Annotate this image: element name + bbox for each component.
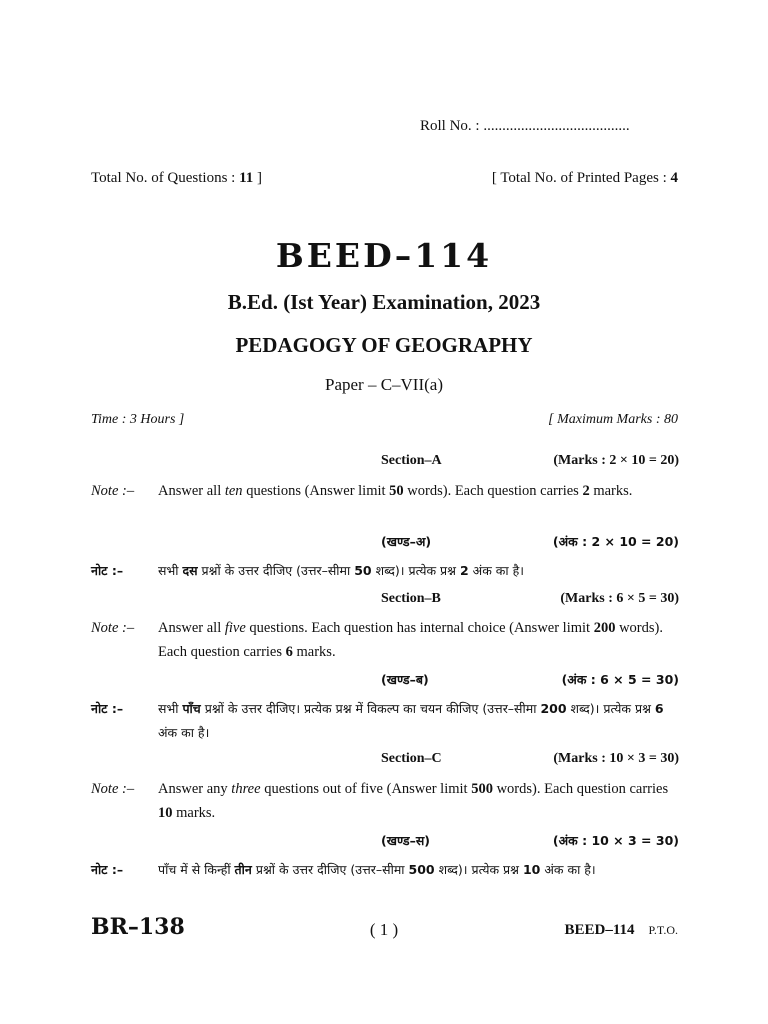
note-text: Answer all five questions. Each question has internal choice (Answer limit 200 words). Each question carries 6 marks.	[158, 620, 663, 660]
hindi-note-label: नोट :–	[91, 563, 124, 578]
hindi-note-text: सभी दस प्रश्नों के उत्तर दीजिए (उत्तर–सीमा 50 शब्द)। प्रत्येक प्रश्न 2 अंक का है।	[158, 563, 524, 578]
time-allowed	[91, 412, 184, 428]
section-a-hindi-note	[91, 559, 679, 583]
hindi-section-name: (खण्ड–स)	[381, 833, 430, 848]
total-questions-suffix: ]	[253, 170, 263, 186]
section-name: Section–A	[381, 453, 442, 468]
time-label: Time : 3 Hours ]	[91, 412, 185, 427]
hindi-section-name: (खण्ड–ब)	[381, 672, 429, 687]
max-marks-label: [ Maximum Marks : 80	[548, 412, 678, 427]
pto-label: P.T.O.	[648, 923, 678, 937]
roll-number-line: Roll No. : .......................................	[420, 118, 630, 134]
section-a-heading	[91, 453, 679, 475]
section-name: Section–C	[381, 751, 442, 766]
section-a-hindi-heading	[91, 533, 679, 555]
note-label: Note :–	[91, 620, 135, 636]
paper-code: BEED–114	[275, 236, 493, 275]
section-b-hindi-note	[91, 697, 679, 745]
hindi-note-label: नोट :–	[91, 701, 124, 716]
printed-pages-value: 4	[670, 170, 678, 186]
section-c-note	[91, 777, 679, 825]
footer-code	[565, 922, 678, 939]
note-text: Answer any three questions out of five (Answer limit 500 words). Each question carries 10 marks.	[158, 781, 669, 821]
exam-title: B.Ed. (Ist Year) Examination, 2023	[227, 290, 541, 314]
total-questions-label: Total No. of Questions :	[91, 170, 240, 186]
section-c-hindi-heading	[91, 832, 679, 854]
section-marks: (Marks : 2 × 10 = 20)	[553, 453, 679, 468]
booklet-code: BR–138	[91, 914, 185, 940]
section-c-heading	[91, 751, 679, 773]
hindi-section-name: (खण्ड–अ)	[381, 534, 432, 549]
hindi-note-text: पाँच में से किन्हीं तीन प्रश्नों के उत्तर दीजिए (उत्तर–सीमा 500 शब्द)। प्रत्येक प्रश्न 10 अंक का है।	[158, 862, 596, 877]
printed-pages-label: [ Total No. of Printed Pages :	[491, 170, 671, 186]
footer-paper-code: BEED–114	[564, 922, 635, 938]
section-marks: (Marks : 10 × 3 = 30)	[553, 751, 679, 766]
section-b-hindi-heading	[91, 671, 679, 693]
section-b-note	[91, 616, 679, 664]
hindi-section-marks: (अंक : 2 × 10 = 20)	[552, 534, 679, 549]
hindi-section-marks: (अंक : 6 × 5 = 30)	[561, 672, 679, 687]
section-name: Section–B	[381, 591, 441, 606]
hindi-section-marks: (अंक : 10 × 3 = 30)	[552, 833, 679, 848]
total-questions	[91, 170, 262, 187]
section-c-hindi-note	[91, 858, 679, 882]
note-text: Answer all ten questions (Answer limit 50 words). Each question carries 2 marks.	[158, 483, 633, 499]
subject-title: PEDAGOGY OF GEOGRAPHY	[235, 333, 533, 357]
section-a-note	[91, 479, 679, 503]
hindi-note-label: नोट :–	[91, 862, 124, 877]
paper-number: Paper – C–VII(a)	[324, 375, 443, 394]
section-b-heading	[91, 591, 679, 613]
note-label: Note :–	[91, 483, 135, 499]
total-questions-value: 11	[239, 170, 254, 186]
maximum-marks	[548, 412, 678, 428]
hindi-note-text: सभी पाँच प्रश्नों के उत्तर दीजिए। प्रत्येक प्रश्न में विकल्प का चयन कीजिए (उत्तर–सीमा 200 शब्द)। प्रत्येक प्रश्न 6 अंक का है।	[158, 701, 664, 740]
page-number: ( 1 )	[369, 920, 399, 939]
section-marks: (Marks : 6 × 5 = 30)	[560, 591, 679, 606]
note-label: Note :–	[91, 781, 135, 797]
printed-pages	[492, 170, 678, 187]
